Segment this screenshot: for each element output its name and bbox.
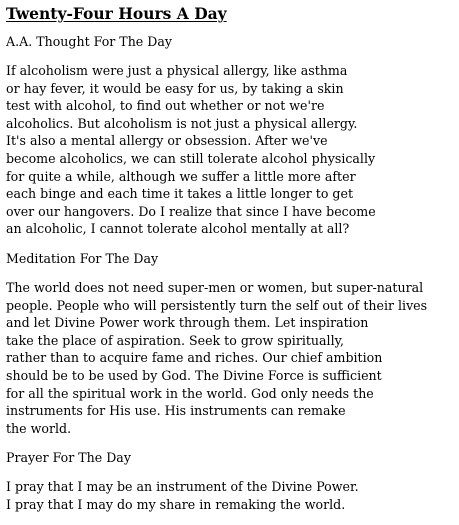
text-line: If alcoholism were just a physical allergy, like asthma: [6, 63, 348, 78]
document-page: [6, 4, 456, 525]
text-line: The world does not need super-men or women, but super-natural: [6, 279, 424, 295]
text-line: alcoholics. But alcoholism is not just a physical allergy.: [6, 115, 358, 131]
text-line: over our hangovers. Do I realize that since I have become: [6, 203, 376, 219]
section-heading-thought: A.A. Thought For The Day: [6, 34, 172, 49]
text-line: people. People who will persistently turn the self out of their lives: [6, 297, 428, 313]
section-heading-prayer: Prayer For The Day: [6, 450, 131, 466]
document-title: Twenty-Four Hours A Day: [6, 4, 227, 23]
text-line: the world.: [6, 420, 72, 436]
text-line: or hay fever, it would be easy for us, by taking a skin: [6, 80, 344, 96]
text-line: I pray that I may be an instrument of the Divine Power.: [6, 479, 359, 495]
text-line: instruments for His use. His instruments can remake: [6, 403, 346, 419]
text-line: test with alcohol, to find out whether or not we're: [6, 98, 325, 114]
text-line: should be to be used by God. The Divine Force is sufficient: [6, 367, 382, 383]
prayer-paragraph: [6, 478, 456, 513]
meditation-paragraph: [6, 279, 456, 437]
text-line: for quite a while, although we suffer a little more after: [6, 168, 356, 184]
text-line: I pray that I may do my share in remaking the world.: [6, 496, 346, 512]
text-line: an alcoholic, I cannot tolerate alcohol mentally at all?: [6, 221, 350, 237]
text-line: become alcoholics, we can still tolerate alcohol physically: [6, 150, 376, 166]
thought-paragraph: [6, 62, 456, 238]
text-line: rather than to acquire fame and riches. Our chief ambition: [6, 350, 383, 366]
text-line: and let Divine Power work through them. Let inspiration: [6, 315, 369, 331]
section-heading-meditation: Meditation For The Day: [6, 250, 159, 266]
text-line: It's also a mental allergy or obsession. After we've: [6, 133, 328, 149]
text-line: each binge and each time it takes a little longer to get: [6, 186, 354, 202]
text-line: take the place of aspiration. Seek to grow spiritually,: [6, 332, 345, 348]
text-line: for all the spiritual work in the world. God only needs the: [6, 385, 374, 401]
